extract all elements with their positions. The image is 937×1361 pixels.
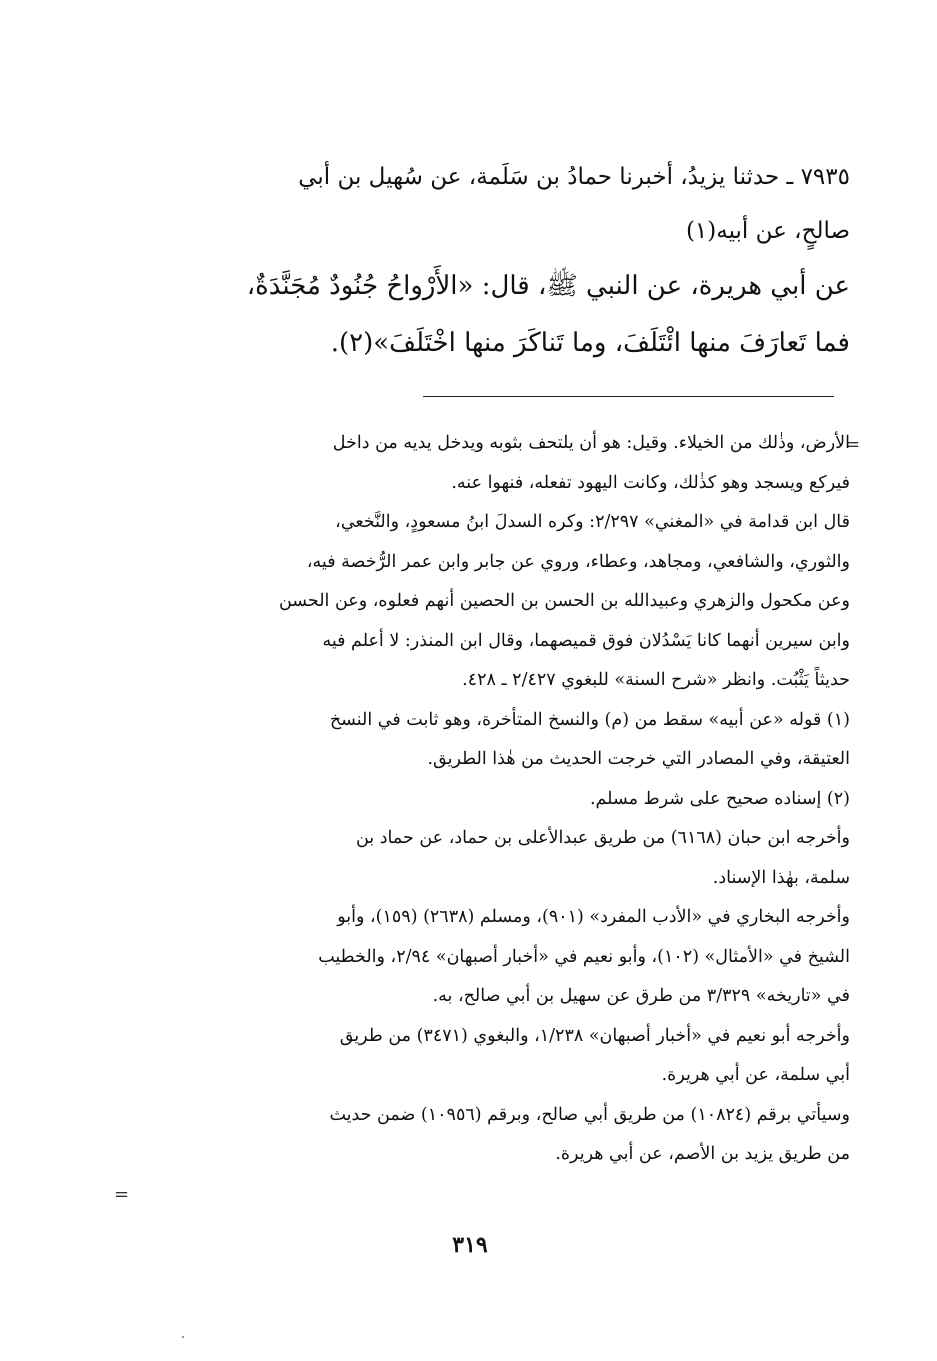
footnote-line: وعن مكحول والزهري وعبيدالله بن الحسن بن الحصين أنهم فعلوه، وعن الحسن [278,591,850,611]
footnote-1-line: العتيقة، وفي المصادر التي خرجت الحديث من هٰذا الطريق. [427,749,850,769]
footnote-line: وابن سيرين أنهما كانا يَسْدُلان فوق قميصهما، وقال ابن المنذر: لا أعلم فيه [322,630,850,651]
footnote-separator [423,396,834,397]
hadith-line: عن أبي هريرة، عن النبي ﷺ، قال: «الأَرْواحُ جُنُودٌ مُجَنَّدَةٌ، [246,271,850,301]
footnote-line: قال ابن قدامة في «المغني» ٢/٢٩٧: وكره السدلَ ابنُ مسعودٍ، والنَّخعي، [335,512,850,532]
footnote-2-line: وأخرجه أبو نعيم في «أخبار أصبهان» ١/٢٣٨، والبغوي (٣٤٧١) من طريق [339,1025,850,1046]
footnote-2-line: من طريق يزيد بن الأصم، عن أبي هريرة. [555,1144,850,1164]
footnote-2-line: الشيخ في «الأمثال» (١٠٢)، وأبو نعيم في «أخبار أصبهان» ٢/٩٤، والخطيب [318,946,850,967]
continued-marker: = [845,434,861,455]
hadith-line: صالحٍ، عن أبيه(١) [685,218,850,244]
footnote-2-line: سلمة، بهٰذا الإسناد. [712,867,850,888]
hadith-line: ٧٩٣٥ ـ حدثنا يزيدُ، أخبرنا حمادُ بن سَلَمة، عن سُهيل بن أبي [298,164,850,190]
footnote-line: والثوري، والشافعي، ومجاهد، وعطاء، وروي عن جابر وابن عمر الرُّخصة فيه، [306,551,850,572]
footnote-line: حديثاً يَثْبُت. وانظر «شرح السنة» للبغوي ٢/٤٢٧ ـ ٤٢٨. [462,670,850,690]
footnote-line: فيركع ويسجد وهو كذٰلك، وكانت اليهود تفعله، فنهوا عنه. [451,472,850,493]
footnote-2-line: وأخرجه ابن حبان (٦١٦٨) من طريق عبدالأعلى بن حماد، عن حماد بن [355,828,850,848]
scan-speck [182,1336,184,1338]
page-number: ٣١٩ [452,1232,488,1258]
footnote-2-line: وأخرجه البخاري في «الأدب المفرد» (٩٠١)، ومسلم (٢٦٣٨) (١٥٩)، وأبو [337,907,850,927]
continues-marker: = [114,1184,130,1205]
hadith-line: فما تَعارَفَ منها ائْتَلَفَ، وما تَناكَرَ منها اخْتَلَفَ»(٢). [330,328,850,358]
footnote-2-line: في «تاريخه» ٣/٣٢٩ من طرق عن سهيل بن أبي صالح، به. [432,986,850,1006]
footnote-1-line: (١) قوله «عن أبيه» سقط من (م) والنسخ المتأخرة، وهو ثابت في النسخ [329,709,850,730]
footnote-2-line: أبي سلمة، عن أبي هريرة. [661,1065,850,1085]
footnotes [130,424,850,1175]
footnote-line: الأرض، وذٰلك من الخيلاء. وقيل: هو أن يلتحف بثوبه ويدخل يديه من داخل [332,433,850,453]
footnote-2-line: وسيأتي برقم (١٠٨٢٤) من طريق أبي صالح، وبرقم (١٠٩٥٦) ضمن حديث [329,1104,850,1125]
hadith-text [130,150,850,372]
footnote-2-line: (٢) إسناده صحيح على شرط مسلم. [589,788,850,809]
